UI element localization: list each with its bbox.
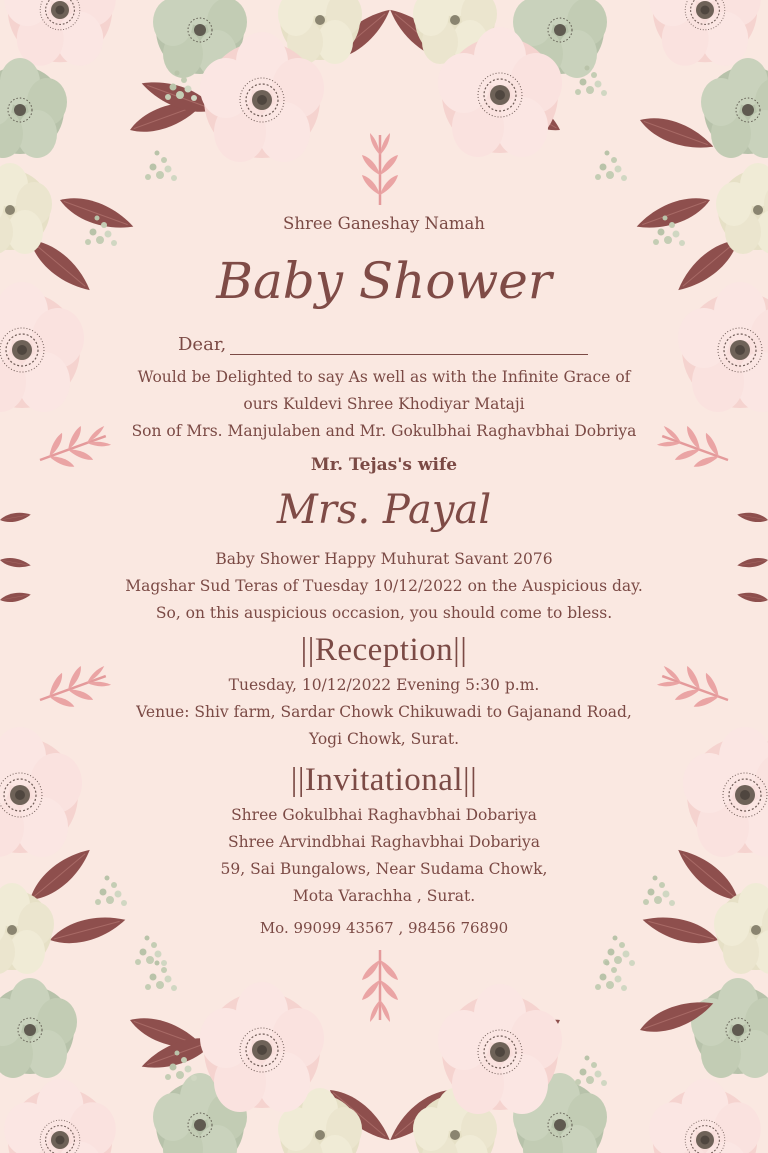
invitational-heading: ||Invitational|| bbox=[290, 762, 478, 798]
intro-line-3: Son of Mrs. Manjulaben and Mr. Gokulbhai Raghavbhai Dobriya bbox=[131, 422, 637, 440]
bottom-floral-cluster bbox=[4, 950, 761, 1153]
muhurat-line-2: Magshar Sud Teras of Tuesday 10/12/2022 on the Auspicious day. bbox=[125, 577, 643, 595]
honoree-name: Mrs. Payal bbox=[276, 487, 492, 533]
blessing-text: Shree Ganeshay Namah bbox=[283, 214, 485, 233]
top-floral-cluster bbox=[4, 0, 761, 205]
dear-label: Dear, bbox=[178, 334, 227, 355]
invitational-line-3: 59, Sai Bungalows, Near Sudama Chowk, bbox=[220, 860, 548, 878]
muhurat-line-1: Baby Shower Happy Muhurat Savant 2076 bbox=[215, 550, 553, 568]
reception-line-2: Venue: Shiv farm, Sardar Chowk Chikuwadi to Gajanand Road, bbox=[136, 703, 632, 721]
reception-heading: ||Reception|| bbox=[300, 632, 468, 668]
invitational-line-1: Shree Gokulbhai Raghavbhai Dobariya bbox=[231, 806, 537, 824]
event-title: Baby Shower bbox=[216, 252, 552, 310]
reception-line-3: Yogi Chowk, Surat. bbox=[308, 730, 460, 748]
husband-line: Mr. Tejas's wife bbox=[310, 455, 458, 475]
intro-line-2: ours Kuldevi Shree Khodiyar Mataji bbox=[243, 395, 525, 413]
dear-row bbox=[178, 331, 588, 355]
contact-numbers: Mo. 99099 43567 , 98456 76890 bbox=[259, 919, 509, 937]
invitational-line-2: Shree Arvindbhai Raghavbhai Dobariya bbox=[227, 833, 541, 851]
reception-line-1: Tuesday, 10/12/2022 Evening 5:30 p.m. bbox=[228, 676, 540, 694]
guest-name-blank bbox=[230, 336, 588, 355]
muhurat-line-3: So, on this auspicious occasion, you should come to bless. bbox=[155, 604, 613, 622]
intro-line-1: Would be Delighted to say As well as with the Infinite Grace of bbox=[137, 368, 631, 386]
invitational-line-4: Mota Varachha , Surat. bbox=[292, 887, 476, 905]
